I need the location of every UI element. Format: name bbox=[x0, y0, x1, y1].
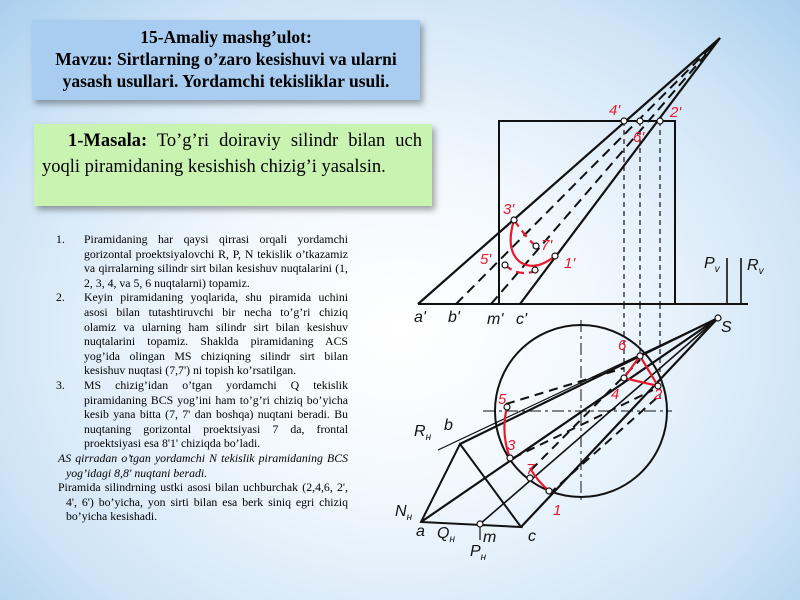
title-line-1: 15-Amaliy mashg’ulot: bbox=[140, 27, 312, 47]
edge-b-s-front bbox=[456, 38, 720, 304]
tail-note-2: Piramida silindrning ustki asosi bilan uchburchak (2,4,6, 2', 4', 6') bo’yicha, yon sirti bilan esa berk siniq egri chiziq bo’yicha kesishadi. bbox=[58, 480, 348, 524]
pyramid-base-abc bbox=[421, 444, 521, 527]
point-1-top bbox=[546, 488, 552, 494]
step-number: 3. bbox=[56, 377, 65, 392]
front-base-labels bbox=[414, 309, 528, 328]
point-1-front bbox=[552, 253, 558, 259]
label-5-prime: 5' bbox=[480, 251, 492, 268]
label-1-prime: 1' bbox=[564, 255, 576, 272]
label-1: 1 bbox=[553, 502, 562, 519]
tail-note-1: AS qirradan o’tgan yordamchi N tekislik piramidaning BCS yog’idagi 8,8' nuqtani beradi. bbox=[58, 450, 348, 480]
point-m-top bbox=[477, 521, 483, 527]
label-c-prime: c' bbox=[516, 311, 528, 328]
cylinder-front-outline bbox=[499, 121, 675, 304]
task-lead: 1-Masala: bbox=[68, 131, 148, 151]
label-rh: $R_н$ bbox=[414, 423, 432, 443]
label-s: S bbox=[721, 319, 732, 336]
label-nh: $N_н$ bbox=[395, 503, 413, 523]
label-3: 3 bbox=[507, 437, 516, 454]
line-m-s-top bbox=[480, 318, 718, 524]
step-text: MS chizig’idan o’tgan yordamchi Q tekislik piramidaning BCS yog’ini ham to’g’ri chiziq bo’yicha kesib yana bitta (7, 7' dan boshqa) nuqtani beradi. Bu nuqtaning gorizontal proektsiyasi 7 da, frontal proektsiyasi esa 8'1' chiziqda bo’ladi. bbox=[84, 377, 348, 451]
label-b: b bbox=[444, 417, 453, 434]
point-3-top bbox=[507, 455, 513, 461]
plane-rh-trace bbox=[438, 318, 718, 450]
step-text: Piramidaning har qaysi qirrasi orqali yordamchi gorizontal proektsiyalovchi R, P, N tekislik o’tkazamiz va qirralarning silindr sirt bilan kesishuv nuqtalarini (1, 2, 3, 4, va 5, 6 nuqtalarni) topamiz. bbox=[84, 232, 348, 290]
point-6-top bbox=[637, 353, 643, 359]
title-line-2: Mavzu: Sirtlarning o’zaro kesishuvi va ularni bbox=[55, 49, 397, 69]
label-qh: $Q_н$ bbox=[437, 525, 455, 545]
point-4-top bbox=[621, 375, 627, 381]
step-number: 2. bbox=[56, 290, 65, 305]
point-2-front bbox=[657, 118, 663, 124]
edge-a-s-top bbox=[421, 318, 718, 522]
label-m: m bbox=[483, 529, 497, 546]
label-6-prime: 6' bbox=[633, 129, 645, 146]
front-plane-labels bbox=[704, 255, 765, 277]
label-7-prime: 7' bbox=[541, 237, 553, 254]
label-5: 5 bbox=[498, 391, 507, 408]
label-4-prime: 4' bbox=[609, 102, 621, 119]
label-2: 2 bbox=[654, 386, 663, 403]
step-text: Keyin piramidaning yoqlarida, shu piramida uchini asosi bilan tutashtiruvchi bir necha to’g’ri chiziq olamiz va ularning ham silindr sirt bilan kesishuv nuqtalarini topamiz. Shaklda piramidaning ACS yog’ida olingan MS chiziqning silindr sirt bilan kesishuv nuqtasi (7,7') ni topish ko’rsatilgan. bbox=[84, 290, 348, 378]
label-a-prime: a' bbox=[414, 309, 426, 326]
point-7-front bbox=[533, 243, 539, 249]
label-2-prime: 2' bbox=[670, 104, 682, 121]
hidden-edge bbox=[513, 390, 653, 458]
point-5-front bbox=[502, 262, 508, 268]
label-a: a bbox=[416, 523, 425, 540]
label-4: 4 bbox=[611, 386, 620, 403]
label-c: c bbox=[528, 528, 536, 545]
task-text: To’g’ri doiraviy silindr bilan uch yoqli piramidaning kesishish chizig’i yasalsin. bbox=[42, 131, 422, 177]
hidden-edge bbox=[549, 395, 660, 494]
label-7: 7 bbox=[526, 461, 535, 478]
point-4-front bbox=[621, 118, 627, 124]
top-plane-labels bbox=[395, 423, 487, 563]
label-b-prime: b' bbox=[448, 309, 460, 326]
step-number: 1. bbox=[56, 232, 65, 246]
top-view bbox=[421, 304, 718, 540]
label-pv: $P_v$ bbox=[704, 255, 720, 275]
label-3-prime: 3' bbox=[503, 201, 515, 218]
label-m-prime: m' bbox=[487, 311, 504, 328]
label-ph: $P_н$ bbox=[470, 543, 487, 563]
label-rv: $R_v$ bbox=[747, 257, 764, 277]
label-6: 6 bbox=[618, 337, 627, 354]
title-line-3: yasash usullari. Yordamchi tekisliklar usuli. bbox=[62, 71, 390, 91]
front-view bbox=[418, 38, 748, 304]
point-8-front bbox=[532, 267, 538, 273]
point-6-front bbox=[637, 118, 643, 124]
edge-c-s-front bbox=[520, 38, 720, 304]
